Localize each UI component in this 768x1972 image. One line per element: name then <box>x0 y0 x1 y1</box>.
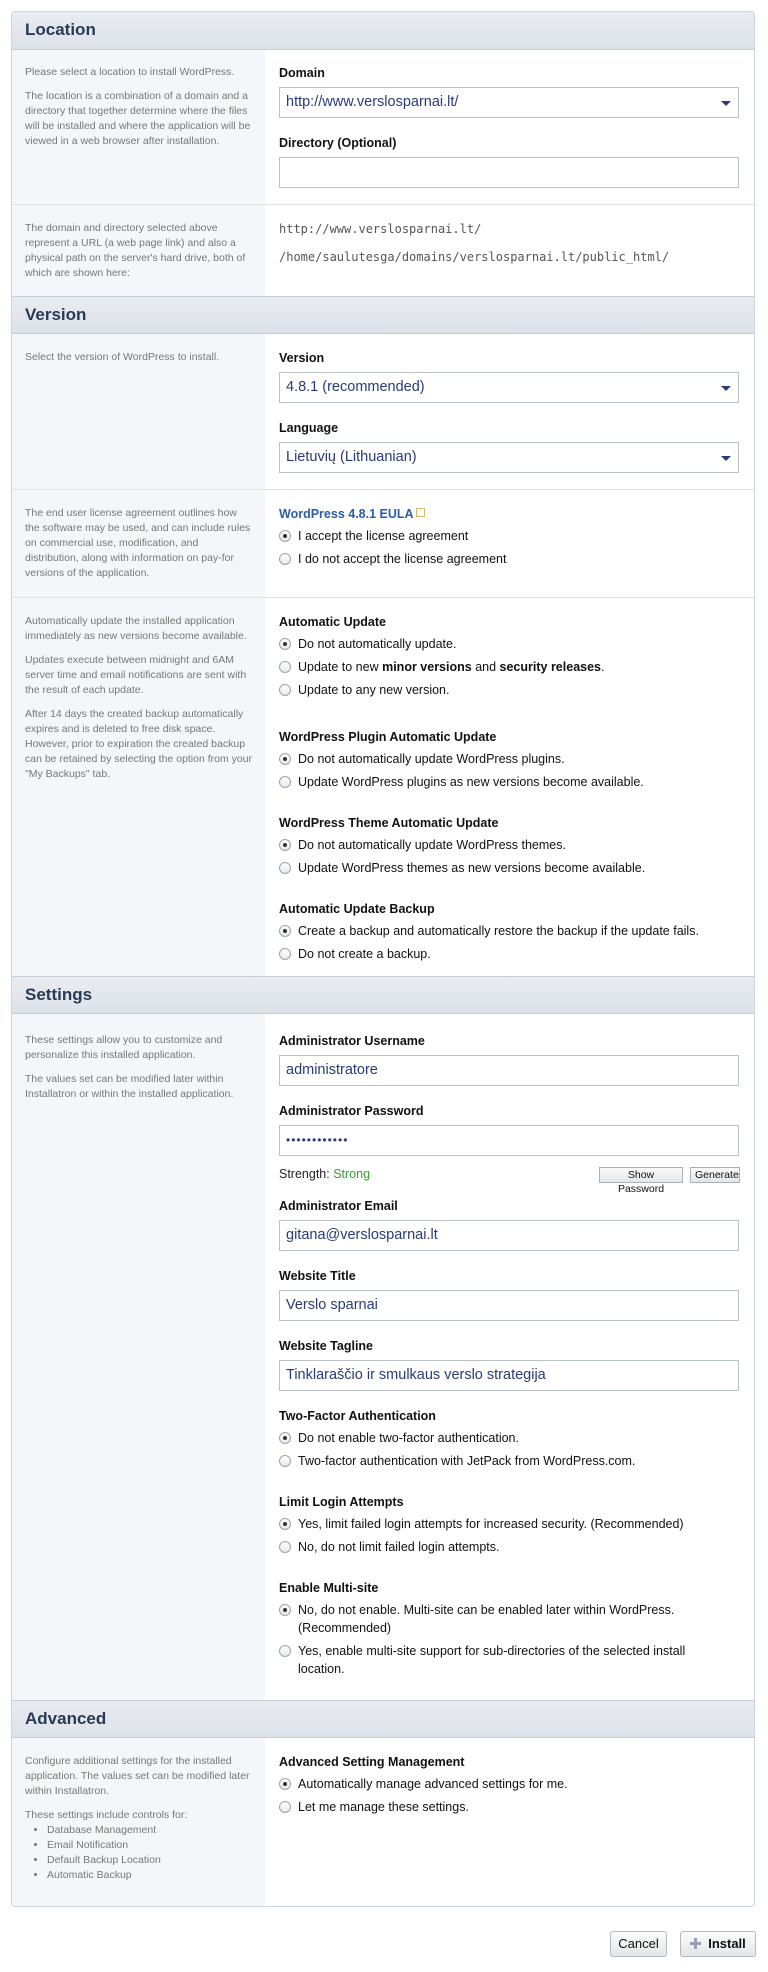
radio-icon <box>279 1645 291 1657</box>
website-title-input[interactable]: Verslo sparnai <box>279 1290 739 1321</box>
generate-password-button[interactable]: Generate <box>690 1167 740 1183</box>
admin-username-input[interactable]: administratore <box>279 1055 739 1086</box>
radio-icon <box>279 1541 291 1553</box>
eula-description: The end user license agreement outlines how the software may be used, and can include rules on commercial use, modification, and distribution, along with information on pay-for versions of the application. <box>25 507 251 579</box>
auto-update-label: Automatic Update <box>279 615 386 629</box>
chevron-down-icon <box>721 101 731 106</box>
radio-icon <box>279 684 291 696</box>
radio-selected-icon <box>279 1432 291 1444</box>
multisite-label: Enable Multi-site <box>279 1581 379 1595</box>
list-item: • Database Management <box>47 1823 253 1838</box>
chevron-down-icon <box>721 456 731 461</box>
radio-selected-icon <box>279 753 291 765</box>
radio-icon <box>279 776 291 788</box>
list-item: • Automatic Backup <box>47 1868 253 1883</box>
eula-accept-radio[interactable]: I accept the license agreement <box>279 527 468 545</box>
install-url: http://www.verslosparnai.lt/ <box>279 222 482 236</box>
path-description: The domain and directory selected above represent a URL (a web page link) and also a physical path on the server's hard drive, both of which are shown here: <box>25 222 246 279</box>
external-link-icon <box>416 508 425 517</box>
two-factor-jetpack-radio[interactable]: Two-factor authentication with JetPack from WordPress.com. <box>279 1452 635 1470</box>
directory-label: Directory (Optional) <box>279 136 397 150</box>
divider <box>12 489 754 490</box>
radio-selected-icon <box>279 1518 291 1530</box>
divider <box>12 597 754 598</box>
advanced-setting-label: Advanced Setting Management <box>279 1755 465 1769</box>
cancel-button[interactable]: Cancel <box>610 1931 667 1957</box>
radio-icon <box>279 862 291 874</box>
admin-email-label: Administrator Email <box>279 1199 398 1213</box>
advanced-description: Configure additional settings for the installed application. The values set can be modified later within Installatron. These settings include controls for: • Database Management • Email Notification • Default Backup Location • Automatic Backup <box>25 1754 253 1883</box>
list-item: • Email Notification <box>47 1838 253 1853</box>
settings-description: These settings allow you to customize and personalize this installed application. The values set can be modified later within Installatron or within the installed application. <box>25 1034 234 1100</box>
install-path: /home/saulutesga/domains/verslosparnai.lt/public_html/ <box>279 250 670 264</box>
multisite-no-radio[interactable]: No, do not enable. Multi-site can be enabled later within WordPress. (Recommended) <box>279 1601 674 1637</box>
plugin-update-label: WordPress Plugin Automatic Update <box>279 730 497 744</box>
section-header-version: Version <box>12 296 754 334</box>
radio-selected-icon <box>279 638 291 650</box>
auto-update-any-radio[interactable]: Update to any new version. <box>279 681 449 699</box>
advanced-manual-radio[interactable]: Let me manage these settings. <box>279 1798 469 1816</box>
list-item: • Default Backup Location <box>47 1853 253 1868</box>
domain-select[interactable]: http://www.verslosparnai.lt/ <box>279 87 739 118</box>
plugin-update-auto-radio[interactable]: Update WordPress plugins as new versions become available. <box>279 773 644 791</box>
install-button[interactable]: Install <box>680 1931 756 1957</box>
theme-update-auto-radio[interactable]: Update WordPress themes as new versions become available. <box>279 859 645 877</box>
domain-label: Domain <box>279 66 325 80</box>
password-strength: Strength: Strong <box>279 1167 371 1181</box>
radio-selected-icon <box>279 839 291 851</box>
multisite-yes-radio[interactable]: Yes, enable multi-site support for sub-directories of the selected install location. <box>279 1642 685 1678</box>
chevron-down-icon <box>721 386 731 391</box>
language-label: Language <box>279 421 339 435</box>
admin-password-label: Administrator Password <box>279 1104 424 1118</box>
admin-password-input[interactable]: •••••••••••• <box>279 1125 739 1156</box>
limit-login-no-radio[interactable]: No, do not limit failed login attempts. <box>279 1538 500 1556</box>
directory-input[interactable] <box>279 157 739 188</box>
two-factor-label: Two-Factor Authentication <box>279 1409 436 1423</box>
radio-icon <box>279 948 291 960</box>
version-description: Select the version of WordPress to install. <box>25 351 220 363</box>
advanced-controls-list <box>25 1823 253 1883</box>
update-description: Automatically update the installed application immediately as new versions become available. Updates execute between midnight and 6AM server time and email notifications are sent with the result of each update. After 14 days the created backup automatically expires and is deleted to free disk space. However, prior to expiration the created backup can be retained by selecting the option from your "My Backups" tab. <box>25 615 253 780</box>
radio-icon <box>279 1801 291 1813</box>
radio-icon <box>279 1455 291 1467</box>
eula-link[interactable]: WordPress 4.8.1 EULA <box>279 507 425 521</box>
website-title-label: Website Title <box>279 1269 356 1283</box>
plus-icon <box>690 1938 701 1949</box>
radio-selected-icon <box>279 1604 291 1616</box>
radio-selected-icon <box>279 925 291 937</box>
update-backup-none-radio[interactable]: Do not create a backup. <box>279 945 431 963</box>
website-tagline-label: Website Tagline <box>279 1339 374 1353</box>
version-label: Version <box>279 351 325 365</box>
theme-update-label: WordPress Theme Automatic Update <box>279 816 499 830</box>
update-backup-create-radio[interactable]: Create a backup and automatically restore the backup if the update fails. <box>279 922 699 940</box>
version-select[interactable]: 4.8.1 (recommended) <box>279 372 739 403</box>
settings-left-column <box>12 1014 265 1700</box>
auto-update-minor-radio[interactable]: Update to new minor versions and security releases. <box>279 658 604 676</box>
radio-selected-icon <box>279 1778 291 1790</box>
website-tagline-input[interactable]: Tinklaraščio ir smulkaus verslo strategija <box>279 1360 739 1391</box>
auto-update-none-radio[interactable]: Do not automatically update. <box>279 635 456 653</box>
theme-update-none-radio[interactable]: Do not automatically update WordPress themes. <box>279 836 566 854</box>
eula-decline-radio[interactable]: I do not accept the license agreement <box>279 550 506 568</box>
location-description: Please select a location to install WordPress. The location is a combination of a domain and a directory that together determine where the files will be installed and where the application will be viewed in a web browser after installation. <box>25 66 251 147</box>
show-password-button[interactable]: Show Password <box>599 1167 683 1183</box>
section-header-advanced: Advanced <box>12 1700 754 1738</box>
admin-email-input[interactable]: gitana@verslosparnai.lt <box>279 1220 739 1251</box>
radio-icon <box>279 553 291 565</box>
two-factor-none-radio[interactable]: Do not enable two-factor authentication. <box>279 1429 519 1447</box>
radio-selected-icon <box>279 530 291 542</box>
limit-login-yes-radio[interactable]: Yes, limit failed login attempts for increased security. (Recommended) <box>279 1515 684 1533</box>
advanced-auto-radio[interactable]: Automatically manage advanced settings for me. <box>279 1775 568 1793</box>
radio-icon <box>279 661 291 673</box>
section-header-settings: Settings <box>12 976 754 1014</box>
plugin-update-none-radio[interactable]: Do not automatically update WordPress plugins. <box>279 750 565 768</box>
divider <box>12 204 754 205</box>
limit-login-label: Limit Login Attempts <box>279 1495 404 1509</box>
section-header-location: Location <box>12 12 754 50</box>
update-backup-label: Automatic Update Backup <box>279 902 435 916</box>
admin-username-label: Administrator Username <box>279 1034 425 1048</box>
language-select[interactable]: Lietuvių (Lithuanian) <box>279 442 739 473</box>
installer-panel <box>11 11 755 1907</box>
